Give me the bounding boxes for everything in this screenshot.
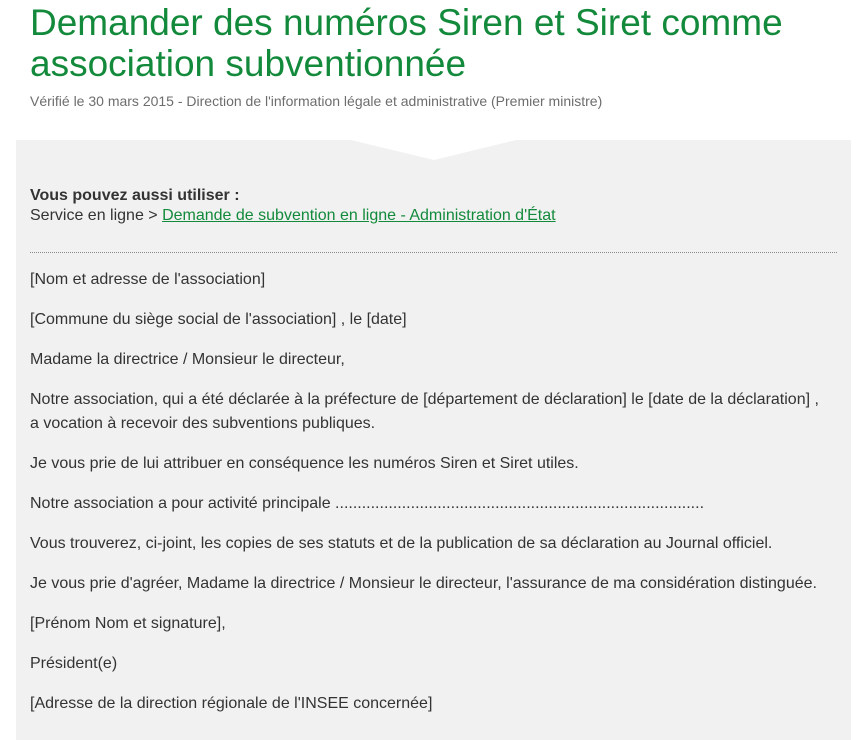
letter-paragraph: [Nom et adresse de l'association] [30,271,266,288]
letter-paragraph: Je vous prie d'agréer, Madame la directrice / Monsieur le directeur, l'assurance de ma considération distinguée. [30,575,817,592]
also-use-title: Vous pouvez aussi utiliser : [30,187,240,204]
letter-paragraph: [Prénom Nom et signature], [30,615,226,632]
letter-paragraph: Madame la directrice / Monsieur le directeur, [30,351,345,368]
letter-template [30,268,830,732]
dotted-divider [30,252,837,253]
online-service-line [30,206,556,226]
also-use-section [30,186,556,226]
page-title: Demander des numéros Siren et Siret comme association subventionnée [30,2,783,84]
letter-paragraph: Vous trouverez, ci-joint, les copies de ses statuts et de la publication de sa déclaration au Journal officiel. [30,535,773,552]
letter-paragraph: Je vous prie de lui attribuer en conséquence les numéros Siren et Siret utiles. [30,455,579,472]
online-service-prefix: Service en ligne > [30,207,163,224]
letter-panel [16,140,851,740]
letter-paragraph: [Adresse de la direction régionale de l'INSEE concernée] [30,695,433,712]
letter-paragraph: [Commune du siège social de l'association] , le [date] [30,311,407,328]
letter-paragraph: Notre association a pour activité principale ................................................................................... [30,495,705,512]
letter-paragraph: Notre association, qui a été déclarée à la préfecture de [département de déclaration] le [date de la déclaration] , a vocation à recevoir des subventions publiques. [30,391,819,432]
panel-notch [16,140,851,162]
online-subsidy-link[interactable]: Demande de subvention en ligne - Administration d'État [162,207,556,224]
letter-paragraph: Président(e) [30,655,118,672]
verification-info: Vérifié le 30 mars 2015 - Direction de l'information légale et administrative (Premier ministre) [30,93,603,109]
